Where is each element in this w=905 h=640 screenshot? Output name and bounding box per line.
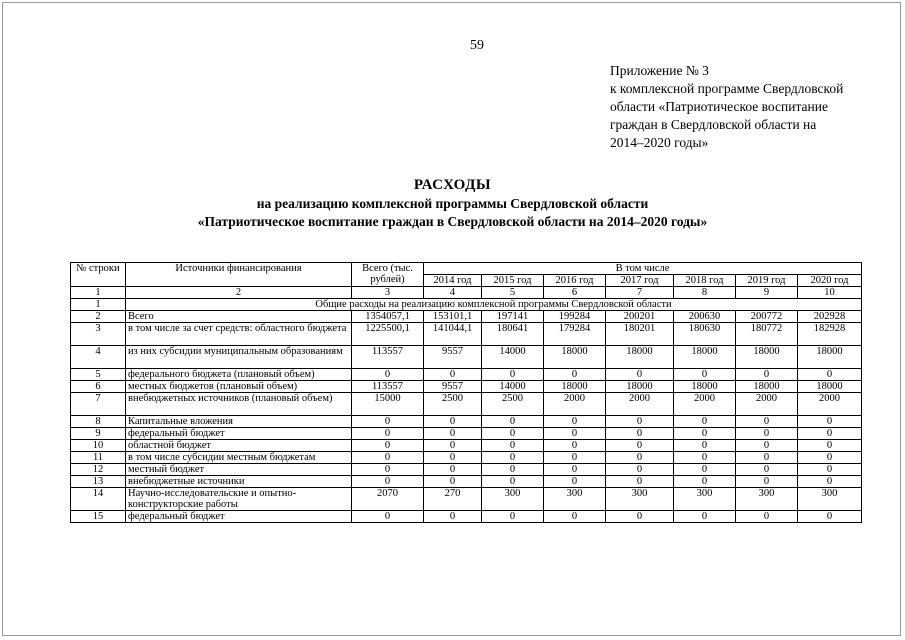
header-year: 2017 год <box>606 275 674 287</box>
document-subtitle-2: «Патриотическое воспитание граждан в Свердловской области на 2014–2020 годы» <box>197 214 708 229</box>
value-cell: 0 <box>736 464 798 476</box>
row-number: 10 <box>71 440 126 452</box>
section-row <box>71 299 862 311</box>
value-cell: 15000 <box>352 393 424 416</box>
value-cell: 0 <box>674 452 736 464</box>
value-cell: 0 <box>674 464 736 476</box>
value-cell: 179284 <box>544 323 606 346</box>
value-cell: 18000 <box>544 381 606 393</box>
row-number: 6 <box>71 381 126 393</box>
value-cell: 0 <box>544 440 606 452</box>
header-including: В том числе <box>424 263 862 275</box>
value-cell: 18000 <box>544 346 606 369</box>
value-cell: 2000 <box>798 393 862 416</box>
column-number: 8 <box>674 287 736 299</box>
row-number: 3 <box>71 323 126 346</box>
value-cell: 0 <box>482 452 544 464</box>
value-cell: 18000 <box>736 381 798 393</box>
value-cell: 9557 <box>424 381 482 393</box>
appendix-line: к комплексной программе Свердловской <box>610 81 844 96</box>
value-cell: 0 <box>736 416 798 428</box>
value-cell: 300 <box>482 488 544 511</box>
value-cell: 0 <box>544 428 606 440</box>
value-cell: 0 <box>424 464 482 476</box>
page-number: 59 <box>470 38 484 53</box>
value-cell: 0 <box>606 428 674 440</box>
column-number: 5 <box>482 287 544 299</box>
value-cell: 2000 <box>736 393 798 416</box>
value-cell: 0 <box>424 452 482 464</box>
value-cell: 0 <box>736 440 798 452</box>
value-cell: 18000 <box>798 346 862 369</box>
section-number: 1 <box>71 299 126 311</box>
row-number: 13 <box>71 476 126 488</box>
value-cell: 0 <box>798 511 862 523</box>
column-number: 6 <box>544 287 606 299</box>
value-cell: 14000 <box>482 346 544 369</box>
value-cell: 0 <box>606 476 674 488</box>
row-label: федеральный бюджет <box>126 511 352 523</box>
table-row <box>71 311 862 323</box>
value-cell: 0 <box>424 440 482 452</box>
value-cell: 0 <box>482 416 544 428</box>
value-cell: 0 <box>482 440 544 452</box>
header-year: 2020 год <box>798 275 862 287</box>
table-row <box>71 369 862 381</box>
column-number: 4 <box>424 287 482 299</box>
table-row <box>71 346 862 369</box>
row-number: 2 <box>71 311 126 323</box>
value-cell: 0 <box>606 369 674 381</box>
appendix-line: 2014–2020 годы» <box>610 135 709 150</box>
row-number: 7 <box>71 393 126 416</box>
value-cell: 200201 <box>606 311 674 323</box>
value-cell: 18000 <box>674 381 736 393</box>
row-label: федерального бюджета (плановый объем) <box>126 369 352 381</box>
row-label: федеральный бюджет <box>126 428 352 440</box>
value-cell: 300 <box>736 488 798 511</box>
table-row <box>71 381 862 393</box>
row-number: 9 <box>71 428 126 440</box>
row-label: в том числе субсидии местным бюджетам <box>126 452 352 464</box>
value-cell: 0 <box>544 511 606 523</box>
column-number: 1 <box>71 287 126 299</box>
value-cell: 2070 <box>352 488 424 511</box>
value-cell: 0 <box>352 428 424 440</box>
value-cell: 0 <box>424 416 482 428</box>
value-cell: 0 <box>606 416 674 428</box>
appendix-note <box>610 62 880 152</box>
row-number: 5 <box>71 369 126 381</box>
value-cell: 0 <box>352 464 424 476</box>
column-number: 9 <box>736 287 798 299</box>
section-label: Общие расходы на реализацию комплексной программы Свердловской области <box>126 299 862 311</box>
appendix-line: граждан в Свердловской области на <box>610 117 817 132</box>
column-number: 10 <box>798 287 862 299</box>
value-cell: 0 <box>482 369 544 381</box>
value-cell: 180630 <box>674 323 736 346</box>
value-cell: 300 <box>798 488 862 511</box>
value-cell: 199284 <box>544 311 606 323</box>
value-cell: 0 <box>352 369 424 381</box>
value-cell: 0 <box>606 464 674 476</box>
header-year: 2016 год <box>544 275 606 287</box>
value-cell: 1225500,1 <box>352 323 424 346</box>
row-number: 15 <box>71 511 126 523</box>
header-total: Всего (тыс. рублей) <box>352 263 424 287</box>
row-label: местных бюджетов (плановый объем) <box>126 381 352 393</box>
value-cell: 180201 <box>606 323 674 346</box>
value-cell: 300 <box>544 488 606 511</box>
header-year: 2015 год <box>482 275 544 287</box>
value-cell: 0 <box>736 511 798 523</box>
header-year: 2019 год <box>736 275 798 287</box>
value-cell: 18000 <box>606 346 674 369</box>
row-label: в том числе за счет средств: областного бюджета <box>126 323 352 346</box>
value-cell: 0 <box>674 476 736 488</box>
value-cell: 18000 <box>736 346 798 369</box>
appendix-line: Приложение № 3 <box>610 63 709 78</box>
row-label: из них субсидии муниципальным образованиям <box>126 346 352 369</box>
row-label: местный бюджет <box>126 464 352 476</box>
header-year: 2014 год <box>424 275 482 287</box>
value-cell: 0 <box>674 440 736 452</box>
table-row <box>71 464 862 476</box>
value-cell: 0 <box>798 416 862 428</box>
header-column-numbers-row <box>71 287 862 299</box>
table-body <box>71 299 862 523</box>
value-cell: 0 <box>352 440 424 452</box>
column-number: 7 <box>606 287 674 299</box>
row-label: внебюджетные источники <box>126 476 352 488</box>
value-cell: 0 <box>424 428 482 440</box>
table-row <box>71 428 862 440</box>
row-number: 14 <box>71 488 126 511</box>
value-cell: 0 <box>544 416 606 428</box>
value-cell: 0 <box>674 416 736 428</box>
value-cell: 0 <box>674 428 736 440</box>
value-cell: 0 <box>352 511 424 523</box>
value-cell: 0 <box>798 464 862 476</box>
document-subtitle-1: на реализацию комплексной программы Свердловской области <box>256 196 649 211</box>
row-label: внебюджетных источников (плановый объем) <box>126 393 352 416</box>
value-cell: 0 <box>424 369 482 381</box>
row-label: Научно-исследовательские и опытно-конструкторские работы <box>126 488 352 511</box>
row-label: Всего <box>126 311 352 323</box>
value-cell: 200630 <box>674 311 736 323</box>
value-cell: 2000 <box>606 393 674 416</box>
value-cell: 0 <box>606 511 674 523</box>
value-cell: 113557 <box>352 381 424 393</box>
row-number: 4 <box>71 346 126 369</box>
value-cell: 0 <box>482 476 544 488</box>
value-cell: 0 <box>798 428 862 440</box>
expenses-table <box>70 262 862 523</box>
value-cell: 0 <box>424 511 482 523</box>
value-cell: 2500 <box>424 393 482 416</box>
value-cell: 197141 <box>482 311 544 323</box>
row-number: 11 <box>71 452 126 464</box>
value-cell: 0 <box>674 511 736 523</box>
value-cell: 2000 <box>544 393 606 416</box>
value-cell: 0 <box>798 440 862 452</box>
value-cell: 0 <box>798 476 862 488</box>
value-cell: 14000 <box>482 381 544 393</box>
value-cell: 9557 <box>424 346 482 369</box>
table-row <box>71 440 862 452</box>
value-cell: 0 <box>544 464 606 476</box>
value-cell: 2000 <box>674 393 736 416</box>
value-cell: 0 <box>736 428 798 440</box>
value-cell: 0 <box>482 428 544 440</box>
table-row <box>71 416 862 428</box>
table-row <box>71 488 862 511</box>
value-cell: 18000 <box>606 381 674 393</box>
value-cell: 2500 <box>482 393 544 416</box>
value-cell: 0 <box>544 369 606 381</box>
value-cell: 202928 <box>798 311 862 323</box>
value-cell: 0 <box>424 476 482 488</box>
value-cell: 0 <box>544 476 606 488</box>
table-row <box>71 323 862 346</box>
row-number: 12 <box>71 464 126 476</box>
value-cell: 153101,1 <box>424 311 482 323</box>
header-row-number: № строки <box>71 263 126 287</box>
row-label: Капитальные вложения <box>126 416 352 428</box>
value-cell: 18000 <box>674 346 736 369</box>
value-cell: 200772 <box>736 311 798 323</box>
value-cell: 0 <box>798 452 862 464</box>
value-cell: 0 <box>482 511 544 523</box>
value-cell: 0 <box>736 452 798 464</box>
value-cell: 0 <box>352 476 424 488</box>
value-cell: 182928 <box>798 323 862 346</box>
value-cell: 1354057,1 <box>352 311 424 323</box>
value-cell: 141044,1 <box>424 323 482 346</box>
column-number: 3 <box>352 287 424 299</box>
value-cell: 300 <box>674 488 736 511</box>
value-cell: 0 <box>482 464 544 476</box>
value-cell: 0 <box>352 416 424 428</box>
value-cell: 0 <box>352 452 424 464</box>
table-row <box>71 511 862 523</box>
value-cell: 0 <box>674 369 736 381</box>
header-year: 2018 год <box>674 275 736 287</box>
value-cell: 0 <box>544 452 606 464</box>
value-cell: 0 <box>736 476 798 488</box>
document-title: РАСХОДЫ <box>413 177 492 193</box>
value-cell: 0 <box>606 452 674 464</box>
value-cell: 300 <box>606 488 674 511</box>
value-cell: 270 <box>424 488 482 511</box>
value-cell: 0 <box>736 369 798 381</box>
appendix-line: области «Патриотическое воспитание <box>610 99 828 114</box>
header-source: Источники финансирования <box>126 263 352 287</box>
table-row <box>71 393 862 416</box>
table-row <box>71 476 862 488</box>
row-number: 8 <box>71 416 126 428</box>
value-cell: 0 <box>606 440 674 452</box>
column-number: 2 <box>126 287 352 299</box>
table-row <box>71 452 862 464</box>
value-cell: 0 <box>798 369 862 381</box>
value-cell: 18000 <box>798 381 862 393</box>
value-cell: 180641 <box>482 323 544 346</box>
value-cell: 180772 <box>736 323 798 346</box>
value-cell: 113557 <box>352 346 424 369</box>
row-label: областной бюджет <box>126 440 352 452</box>
